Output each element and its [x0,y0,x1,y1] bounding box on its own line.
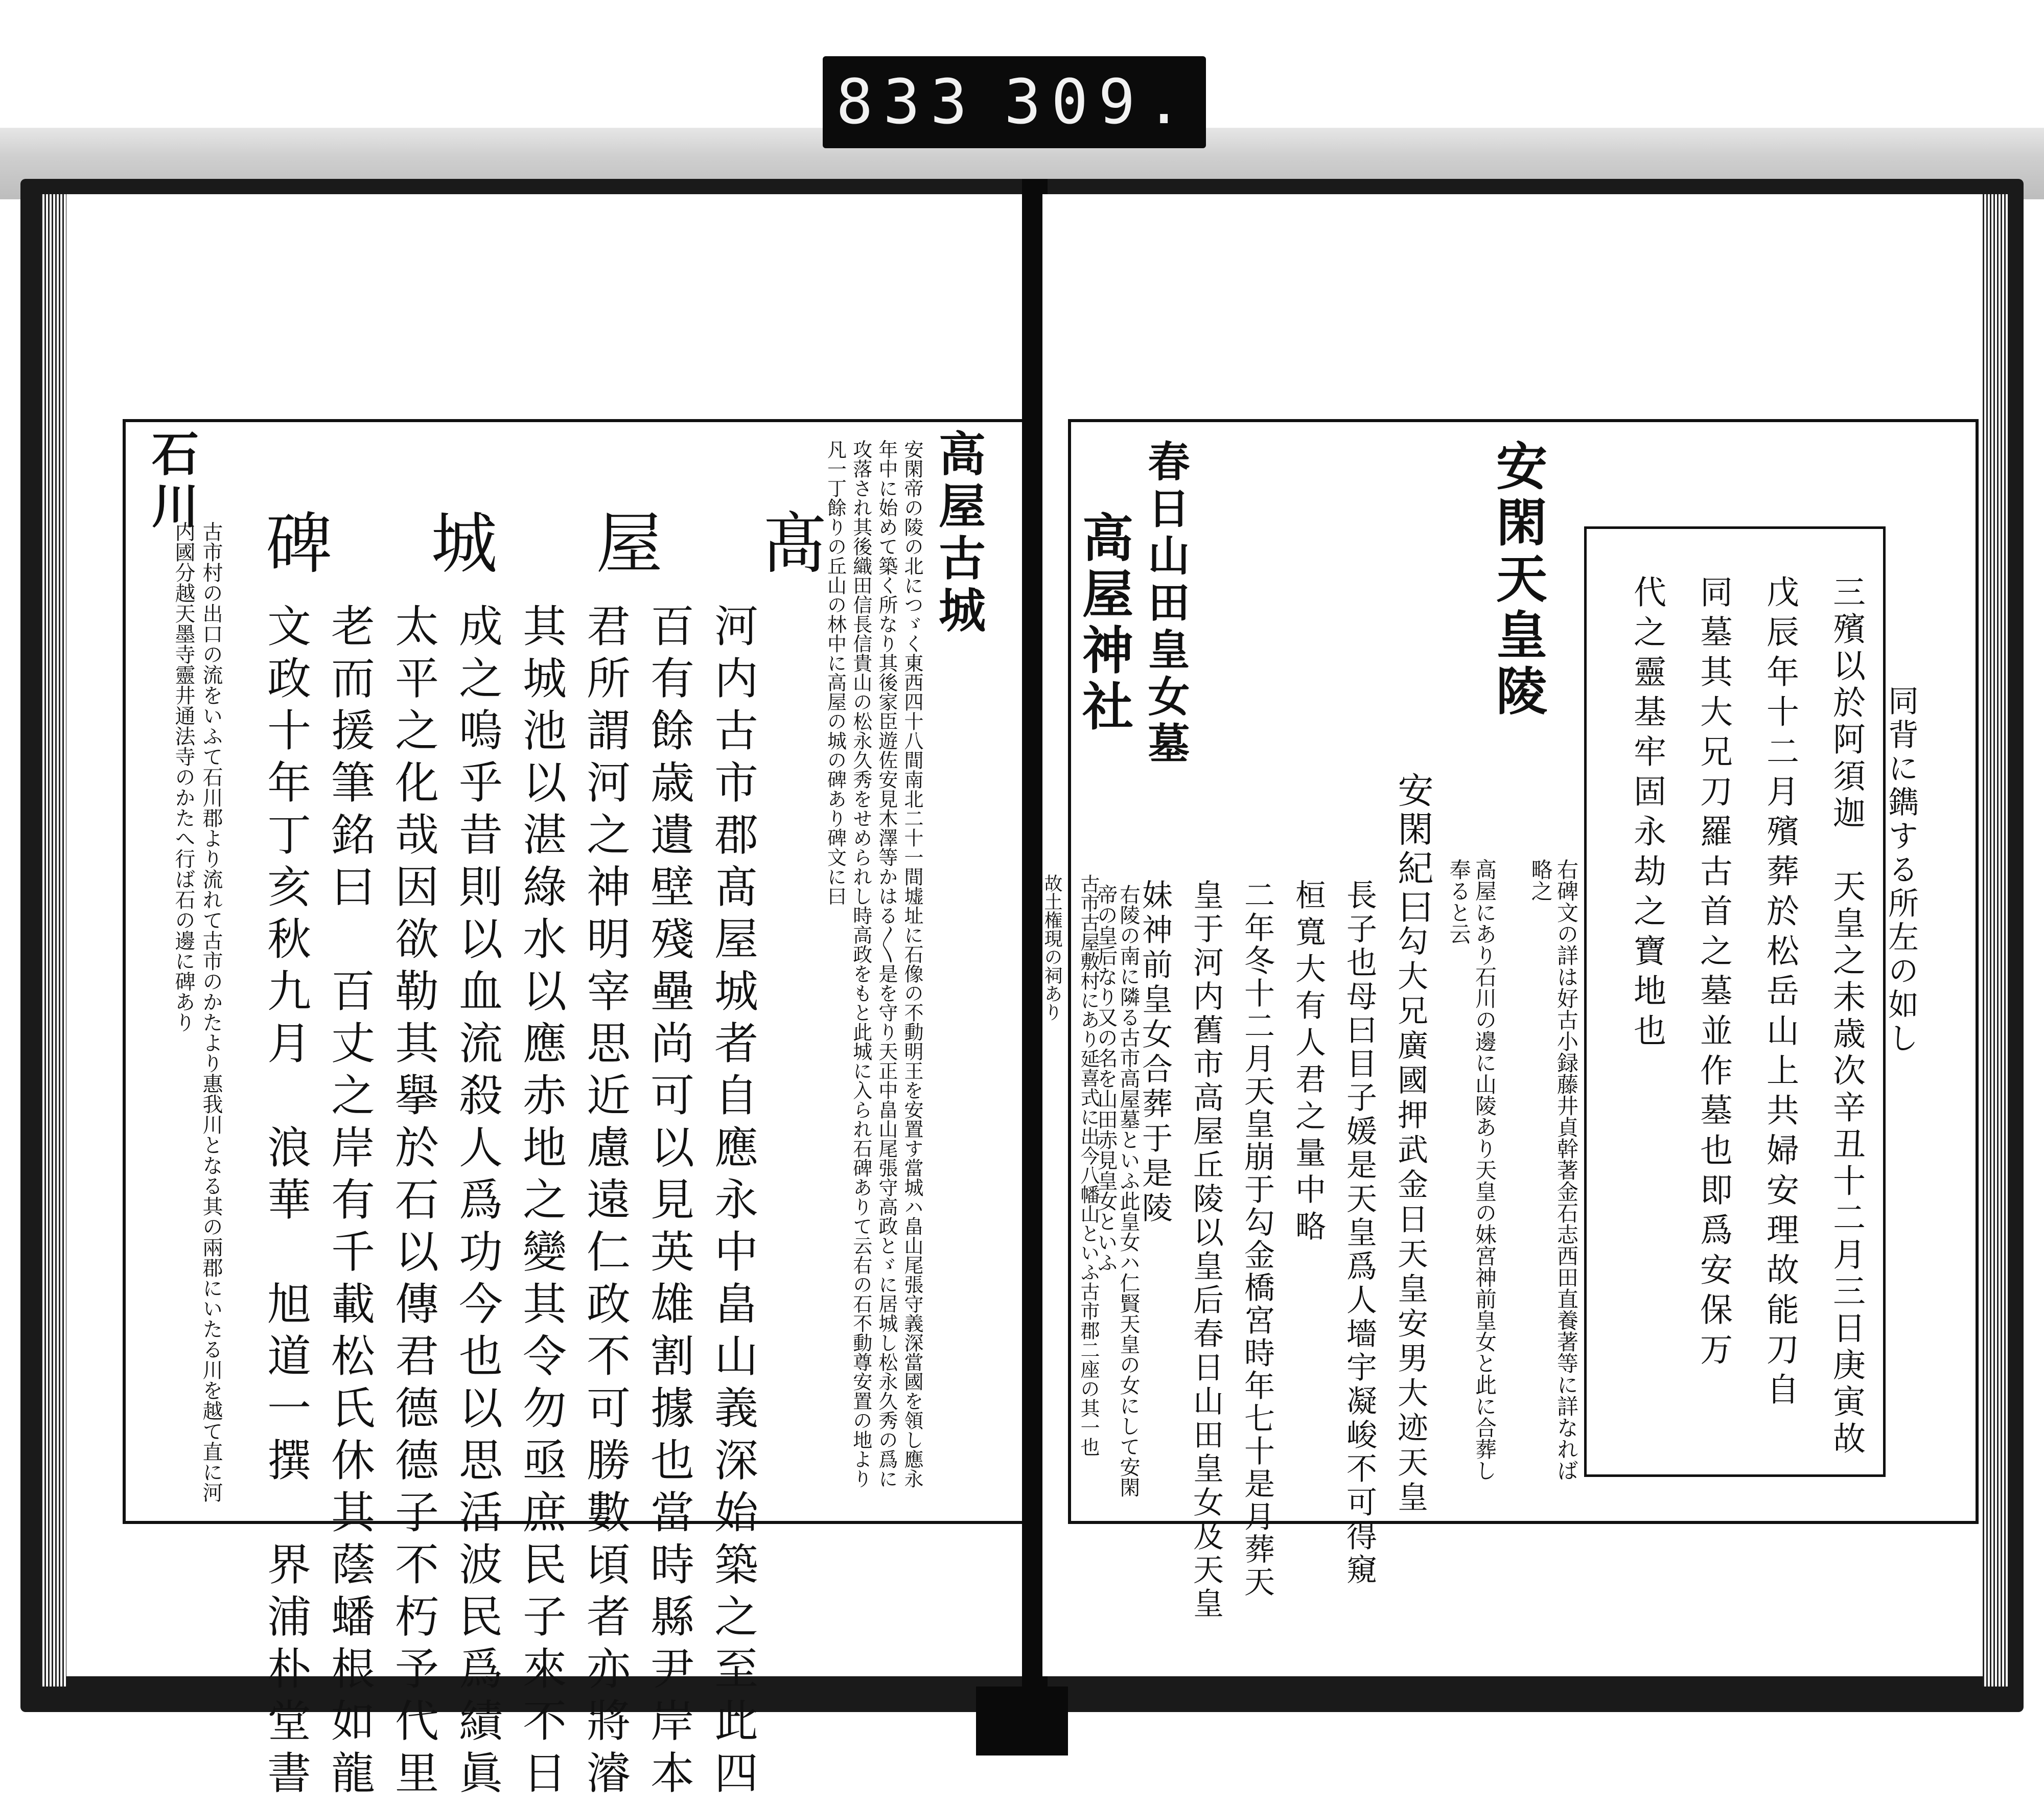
page-edges-left [41,194,66,1687]
catalog-number-plate [823,56,1206,148]
box-column: 戊辰年十二月殯葬於松岳山上共婦安理故能刀自 [1761,575,1799,1412]
inscription-column: 百有餘歳遺壁殘壘尚可以見英雄割據也當時縣尹岸本 [643,603,694,1802]
stele-title-char: 城 [431,505,498,583]
box-column: 三殯以於阿須迦 天皇之未歳次辛丑十二月三日庚寅故 [1827,575,1865,1458]
catalog-number-left: 833 [836,66,978,138]
box-column: 代之靈基牢固永劫之寶地也 [1628,575,1666,1053]
right-page [1042,194,1983,1676]
inscription-column: 河内古市郡髙屋城者自應永中畠山義深始築之至此四 [707,603,758,1802]
reverse-side-note: 同背に鐫する所左の如し [1883,685,1919,1056]
left-page [66,194,1027,1802]
ankan-ki-column: 勾大兄廣國押武金日天皇安男大迹天皇 [1392,925,1428,1516]
stele-title [266,491,828,583]
spine-tab [976,1687,1068,1755]
stele-title-char: 髙 [761,505,828,583]
takaya-shrine-extra: 故土権現の祠あり [1041,874,1062,1021]
inscription-column: 成之嗚乎昔則以血流殺人爲功今也以思活波民爲績眞 [451,603,502,1802]
ankan-ki-column: 桓寬大有人君之量中略 [1290,879,1326,1247]
page-edges-right [1983,194,2008,1687]
inscription-column: 老而援筆銘曰 百丈之岸有千載松氏休其蔭蟠根如龍 [323,603,375,1802]
inscription-column: 君所謂河之神明宰思近慮遠仁政不可勝數頃者亦將濬 [579,603,630,1802]
ankan-ki-column: 皇于河内舊市高屋丘陵以皇后春日山田皇女及天皇 [1188,879,1224,1621]
stele-title-char: 碑 [266,505,333,583]
ankan-sub: 高屋にあり石川の邊に山陵あり天皇の妹宮神前皇女と此に合葬し奉ると云 [1446,859,1497,1481]
ankan-ki-column: 妹神前皇女合葬于是陵 [1137,879,1173,1227]
ankan-ki-column: 二年冬十二月天皇崩于勾金橋宮時年七十是月葬天 [1239,879,1275,1599]
kasuga-heading: 春日山田皇女墓 [1141,440,1190,769]
inscription-column: 文政十年丁亥秋九月 浪華 旭道一撰 界浦朴堂書 [260,603,311,1802]
ankan-ki-title: 安閑紀曰 [1392,772,1434,927]
ishikawa-heading: 石川 [144,429,199,534]
inscription-box [1584,526,1886,1477]
box-column: 同墓其大兄刀羅古首之墓並作墓也即爲安保万 [1694,575,1732,1372]
takaya-shrine-heading: 高屋神社 [1074,511,1134,736]
takaya-castle-text: 安閑帝の陵の北につゞく東西四十八間南北二十一間墟址に石像の不動明王を安置す當城ハ畠山尾張守義深當國を領し應永年中に始めて築く所なり其後家臣遊佐安見木澤等かはる〳〵是を守り天正中畠山尾張守高政とゞに居城し松永久秀の爲に攻落され其後織田信長信貴山の松永久秀をせめられし時高政をもと此城に入られ石碑ありて云右の石不動尊安置の地より凡一丁餘りの丘山の林中に高屋の城の碑あり碑文に曰 [824,440,923,1488]
ishikawa-text: 古市村の出口の流をいふて石川郡より流れて古市のかたより惠我川となる其の兩郡にいたる川を越て直に河内國分越天墨寺靈井通法寺のかたへ行ば石の邊に碑あり [172,521,223,1503]
inscription-column: 其城池以湛綠水以應赤地之變其令勿亟庶民子來不日 [515,603,566,1802]
ankan-heading: 安閑天皇陵 [1488,440,1548,721]
catalog-number-right: 309. [1004,66,1193,138]
source-note: 右碑文の詳は好古小録藤井貞幹著金石志西田直養著等に詳なれば略之 [1528,859,1579,1481]
takaya-castle-heading: 高屋古城 [931,429,986,638]
kasuga-text: 右陵の南に隣る古市高屋墓といふ此皇女ハ仁賢天皇の女にして安閑帝の皇后なり又の名を山田赤見皇女といふ [1094,884,1140,1497]
takaya-shrine-text: 古市古屋敷村にあり延喜式に出今八幡山といふ古市郡二座の其一也 [1077,874,1100,1457]
stele-title-char: 屋 [596,505,663,583]
ankan-ki-column: 長子也母曰目子媛是天皇爲人墻宇凝峻不可得窺 [1341,879,1377,1587]
inscription-column: 太平之化哉因欲勒其擧於石以傳君德德子不朽予代里 [387,603,438,1802]
